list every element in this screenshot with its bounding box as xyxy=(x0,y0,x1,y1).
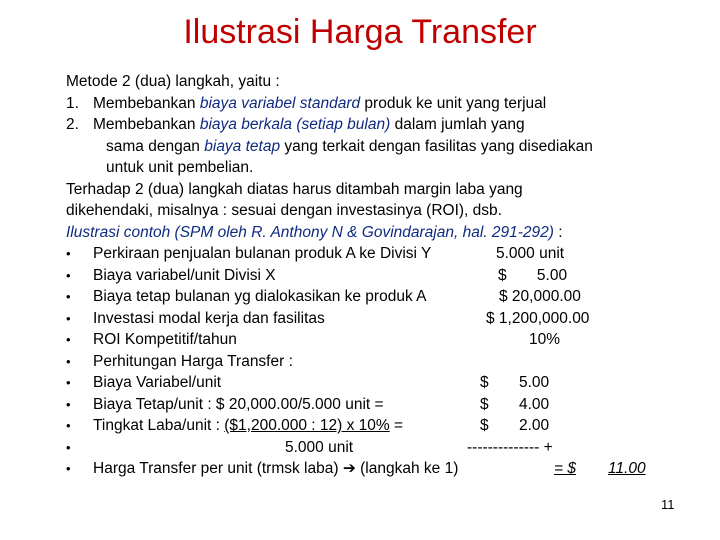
list-item xyxy=(66,394,686,416)
list-item xyxy=(66,437,686,459)
bullet: • xyxy=(66,246,71,261)
intro-line: Metode 2 (dua) langkah, yaitu : xyxy=(66,73,280,90)
bullet: • xyxy=(66,461,71,476)
item-value: 10% xyxy=(529,331,561,348)
bullet: • xyxy=(66,353,71,369)
step-text: Membebankan biaya berkala (setiap bulan) dalam jumlah yang xyxy=(93,116,525,133)
item-value: $ 1,200,000.00 xyxy=(486,309,590,327)
item-eq: = $ xyxy=(554,460,576,477)
bullet: • xyxy=(66,375,71,390)
item-label: Investasi modal kerja dan fasilitas xyxy=(93,309,325,327)
slide-title: Ilustrasi Harga Transfer xyxy=(183,13,537,51)
step-number: 2. xyxy=(66,116,79,133)
bullet: • xyxy=(66,418,71,433)
bullet: • xyxy=(66,396,71,412)
item-value: $ 5.00 xyxy=(498,266,568,284)
list-item xyxy=(66,415,686,437)
bullet: • xyxy=(66,310,71,326)
item-amount: 2.00 xyxy=(519,417,550,434)
step-number: 1. xyxy=(66,94,79,112)
currency-symbol: $ xyxy=(480,417,489,434)
list-item xyxy=(66,351,686,373)
list-item xyxy=(66,243,686,265)
emphasis-text: biaya tetap xyxy=(204,137,281,155)
step-1 xyxy=(66,93,686,115)
bullet: • xyxy=(66,289,71,304)
emphasis-text: biaya variabel standard xyxy=(199,94,361,112)
currency-symbol: $ xyxy=(480,395,489,413)
item-label: Tingkat Laba/unit : ($1,200.000 : 12) x 10% = xyxy=(93,417,404,434)
item-label: Biaya tetap bulanan yg dialokasikan ke produk A xyxy=(93,288,427,305)
item-label: Perhitungan Harga Transfer : xyxy=(93,352,293,370)
item-label: Perkiraan penjualan bulanan produk A ke Divisi Y xyxy=(93,245,432,262)
item-amount: 4.00 xyxy=(519,395,550,413)
emphasis-text: biaya berkala (setiap bulan) xyxy=(199,116,391,133)
underlined-formula: ($1,200.000 : 12) x 10% xyxy=(224,417,390,434)
item-amount: 5.00 xyxy=(519,374,550,391)
item-value: 5.000 unit xyxy=(496,245,565,262)
step-2 xyxy=(66,114,686,136)
step-2-continuation: untuk unit pembelian. xyxy=(106,159,254,176)
currency-symbol: $ xyxy=(480,374,489,391)
item-label: Harga Transfer per unit (trmsk laba) ➔ (langkah ke 1) xyxy=(93,460,459,477)
page-number: 11 xyxy=(661,497,675,512)
item-label: Biaya Tetap/unit : $ 20,000.00/5.000 unit = xyxy=(93,395,384,413)
bullet: • xyxy=(66,332,71,347)
step-text: Membebankan biaya variabel standard produk ke unit yang terjual xyxy=(93,94,547,112)
list-item xyxy=(66,329,686,351)
list-item xyxy=(66,458,686,480)
list-item xyxy=(66,308,686,330)
item-label: Biaya variabel/unit Divisi X xyxy=(93,266,276,284)
item-amount: 11.00 xyxy=(608,460,646,477)
sum-line: -------------- + xyxy=(467,438,553,456)
list-item xyxy=(66,286,686,308)
example-heading: Ilustrasi contoh (SPM oleh R. Anthony N & Govindarajan, hal. 291-292) : xyxy=(66,223,563,241)
bullet: • xyxy=(66,267,71,283)
item-label: ROI Kompetitif/tahun xyxy=(93,331,237,348)
arrow-right-icon: ➔ xyxy=(342,460,356,477)
item-label: 5.000 unit xyxy=(285,438,354,456)
item-label: Biaya Variabel/unit xyxy=(93,374,222,391)
step-2-continuation: sama dengan biaya tetap yang terkait dengan fasilitas yang disediakan xyxy=(106,137,593,155)
paragraph-line: dikehendaki, misalnya : sesuai dengan investasinya (ROI), dsb. xyxy=(66,202,502,219)
list-item xyxy=(66,265,686,287)
list-item xyxy=(66,372,686,394)
slide-body xyxy=(66,71,686,480)
item-value: $ 20,000.00 xyxy=(499,288,581,305)
paragraph-line: Terhadap 2 (dua) langkah diatas harus ditambah margin laba yang xyxy=(66,180,523,198)
bullet: • xyxy=(66,439,71,455)
